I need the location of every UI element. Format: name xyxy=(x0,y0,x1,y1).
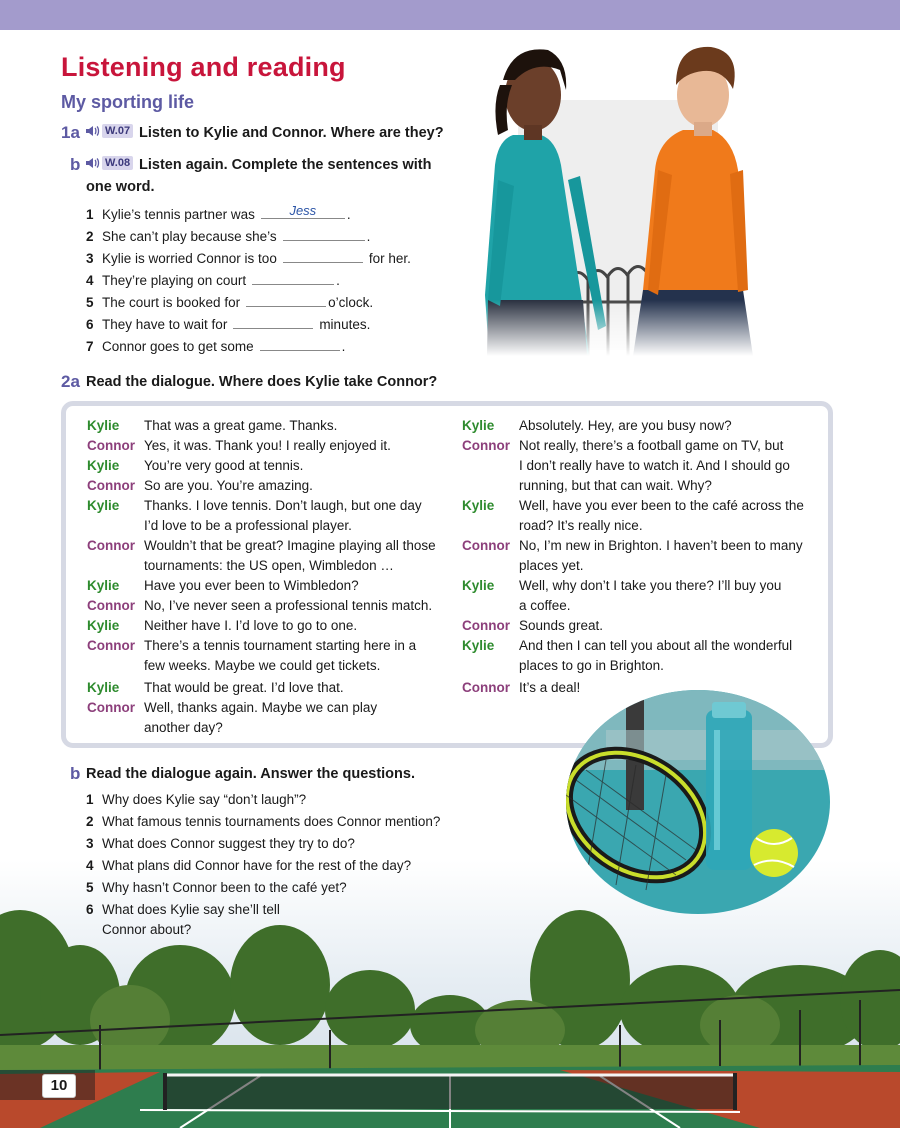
audio-track-label: W.07 xyxy=(102,124,133,138)
list-item: 4 They’re playing on court . xyxy=(86,273,340,288)
dialogue-line: So are you. You’re amazing. xyxy=(144,478,313,493)
speaker-kylie: Kylie xyxy=(87,418,120,433)
dialogue-line: running, but that can wait. Why? xyxy=(519,478,712,493)
list-item: 6 What does Kylie say she’ll tell Connor about? xyxy=(86,902,280,937)
dialogue-line: places to go in Brighton. xyxy=(519,658,664,673)
exercise-number-1a: 1a xyxy=(61,123,80,142)
dialogue-line: No, I’ve never seen a professional tennis match. xyxy=(144,598,433,613)
photo-kylie-and-connor xyxy=(458,40,800,356)
list-item: 4 What plans did Connor have for the rest of the day? xyxy=(86,858,412,873)
list-item: 3 What does Connor suggest they try to do? xyxy=(86,836,355,851)
speaker-kylie: Kylie xyxy=(87,458,120,473)
exercise-number-2a: 2a xyxy=(61,372,80,391)
speaker-connor: Connor xyxy=(87,478,135,493)
speaker-icon xyxy=(85,156,100,170)
list-item: 1 Why does Kylie say “don’t laugh”? xyxy=(86,792,307,807)
speaker-connor: Connor xyxy=(87,538,135,553)
audio-track-label: W.08 xyxy=(102,156,133,170)
dialogue-line: Not really, there’s a football game on TV, but xyxy=(519,438,784,453)
speaker-connor: Connor xyxy=(462,680,510,695)
list-item: 2 She can’t play because she’s . xyxy=(86,229,371,244)
speaker-kylie: Kylie xyxy=(87,618,120,633)
speaker-icon xyxy=(85,124,100,138)
dialogue-line: There’s a tennis tournament starting here in a xyxy=(144,638,417,653)
instruction-1b-line1: Listen again. Complete the sentences with xyxy=(139,157,432,173)
speaker-connor: Connor xyxy=(87,700,135,715)
dialogue-line: Have you ever been to Wimbledon? xyxy=(144,578,359,593)
dialogue-line: You’re very good at tennis. xyxy=(144,458,304,473)
dialogue-line: a coffee. xyxy=(519,598,571,613)
instruction-2a: Read the dialogue. Where does Kylie take Connor? xyxy=(86,374,438,390)
list-item: 3 Kylie is worried Connor is too for her. xyxy=(86,251,411,266)
answer-blank[interactable] xyxy=(283,227,365,241)
list-item: 6 They have to wait for minutes. xyxy=(86,317,371,332)
dialogue-line: I don’t really have to watch it. And I should go xyxy=(519,458,790,473)
speaker-kylie: Kylie xyxy=(87,498,120,513)
dialogue-line: Yes, it was. Thank you! I really enjoyed it. xyxy=(144,438,391,453)
dialogue-line: I’d love to be a professional player. xyxy=(144,518,352,533)
speaker-connor: Connor xyxy=(462,438,510,453)
exercise-number-2b: b xyxy=(70,764,81,783)
dialogue-line: road? It’s really nice. xyxy=(519,518,643,533)
dialogue-line: And then I can tell you about all the wonderful xyxy=(519,638,793,653)
audio-track-w07[interactable] xyxy=(85,124,133,138)
exercise-number-1b: b xyxy=(70,155,81,174)
speaker-kylie: Kylie xyxy=(462,418,495,433)
list-item: 5 The court is booked for o’clock. xyxy=(86,295,374,310)
answer-blank[interactable] xyxy=(246,293,326,307)
dialogue-line: It’s a deal! xyxy=(519,680,581,695)
instruction-2b: Read the dialogue again. Answer the questions. xyxy=(86,766,415,782)
dialogue-line: Well, have you ever been to the café across the xyxy=(519,498,804,513)
speaker-connor: Connor xyxy=(87,438,135,453)
speaker-kylie: Kylie xyxy=(87,680,120,695)
dialogue-line: That was a great game. Thanks. xyxy=(144,418,338,433)
instruction-1a: Listen to Kylie and Connor. Where are they? xyxy=(139,125,444,141)
answer-blank[interactable] xyxy=(260,337,340,351)
list-item: 5 Why hasn’t Connor been to the café yet? xyxy=(86,880,347,895)
dialogue-line: tournaments: the US open, Wimbledon … xyxy=(144,558,394,573)
answer-blank[interactable] xyxy=(233,315,313,329)
speaker-connor: Connor xyxy=(87,638,135,653)
dialogue-line: Sounds great. xyxy=(519,618,604,633)
speaker-kylie: Kylie xyxy=(462,638,495,653)
dialogue-line: Well, thanks again. Maybe we can play xyxy=(144,700,378,715)
dialogue-line: places yet. xyxy=(519,558,584,573)
audio-track-w08[interactable] xyxy=(85,156,133,170)
instruction-1b-line2: one word. xyxy=(86,179,155,195)
speaker-kylie: Kylie xyxy=(87,578,120,593)
section-subtitle: My sporting life xyxy=(61,92,195,112)
top-color-band xyxy=(0,0,900,30)
speaker-connor: Connor xyxy=(462,538,510,553)
dialogue-line: That would be great. I’d love that. xyxy=(144,680,344,695)
list-item: 2 What famous tennis tournaments does Connor mention? xyxy=(86,814,441,829)
dialogue-line: few weeks. Maybe we could get tickets. xyxy=(144,658,381,673)
photo-racket-bottle-ball xyxy=(566,690,830,914)
dialogue-line: Absolutely. Hey, are you busy now? xyxy=(519,418,732,433)
answer-blank[interactable] xyxy=(283,249,363,263)
speaker-connor: Connor xyxy=(462,618,510,633)
speaker-connor: Connor xyxy=(87,598,135,613)
list-item: 1 Kylie’s tennis partner was Jess . xyxy=(86,203,351,222)
speaker-kylie: Kylie xyxy=(462,578,495,593)
page-number: 10 xyxy=(42,1074,76,1098)
answer-blank[interactable]: Jess xyxy=(261,205,345,219)
dialogue-line: Well, why don’t I take you there? I’ll buy you xyxy=(519,578,782,593)
dialogue-line: Thanks. I love tennis. Don’t laugh, but one day xyxy=(144,498,422,513)
dialogue-line: Neither have I. I’d love to go to one. xyxy=(144,618,358,633)
dialogue-line: another day? xyxy=(144,720,223,735)
speaker-kylie: Kylie xyxy=(462,498,495,513)
dialogue-line: No, I’m new in Brighton. I haven’t been to many xyxy=(519,538,803,553)
list-item: 7 Connor goes to get some . xyxy=(86,339,346,354)
answer-blank[interactable] xyxy=(252,271,334,285)
page-title: Listening and reading xyxy=(61,52,346,82)
dialogue-line: Wouldn’t that be great? Imagine playing all those xyxy=(144,538,436,553)
